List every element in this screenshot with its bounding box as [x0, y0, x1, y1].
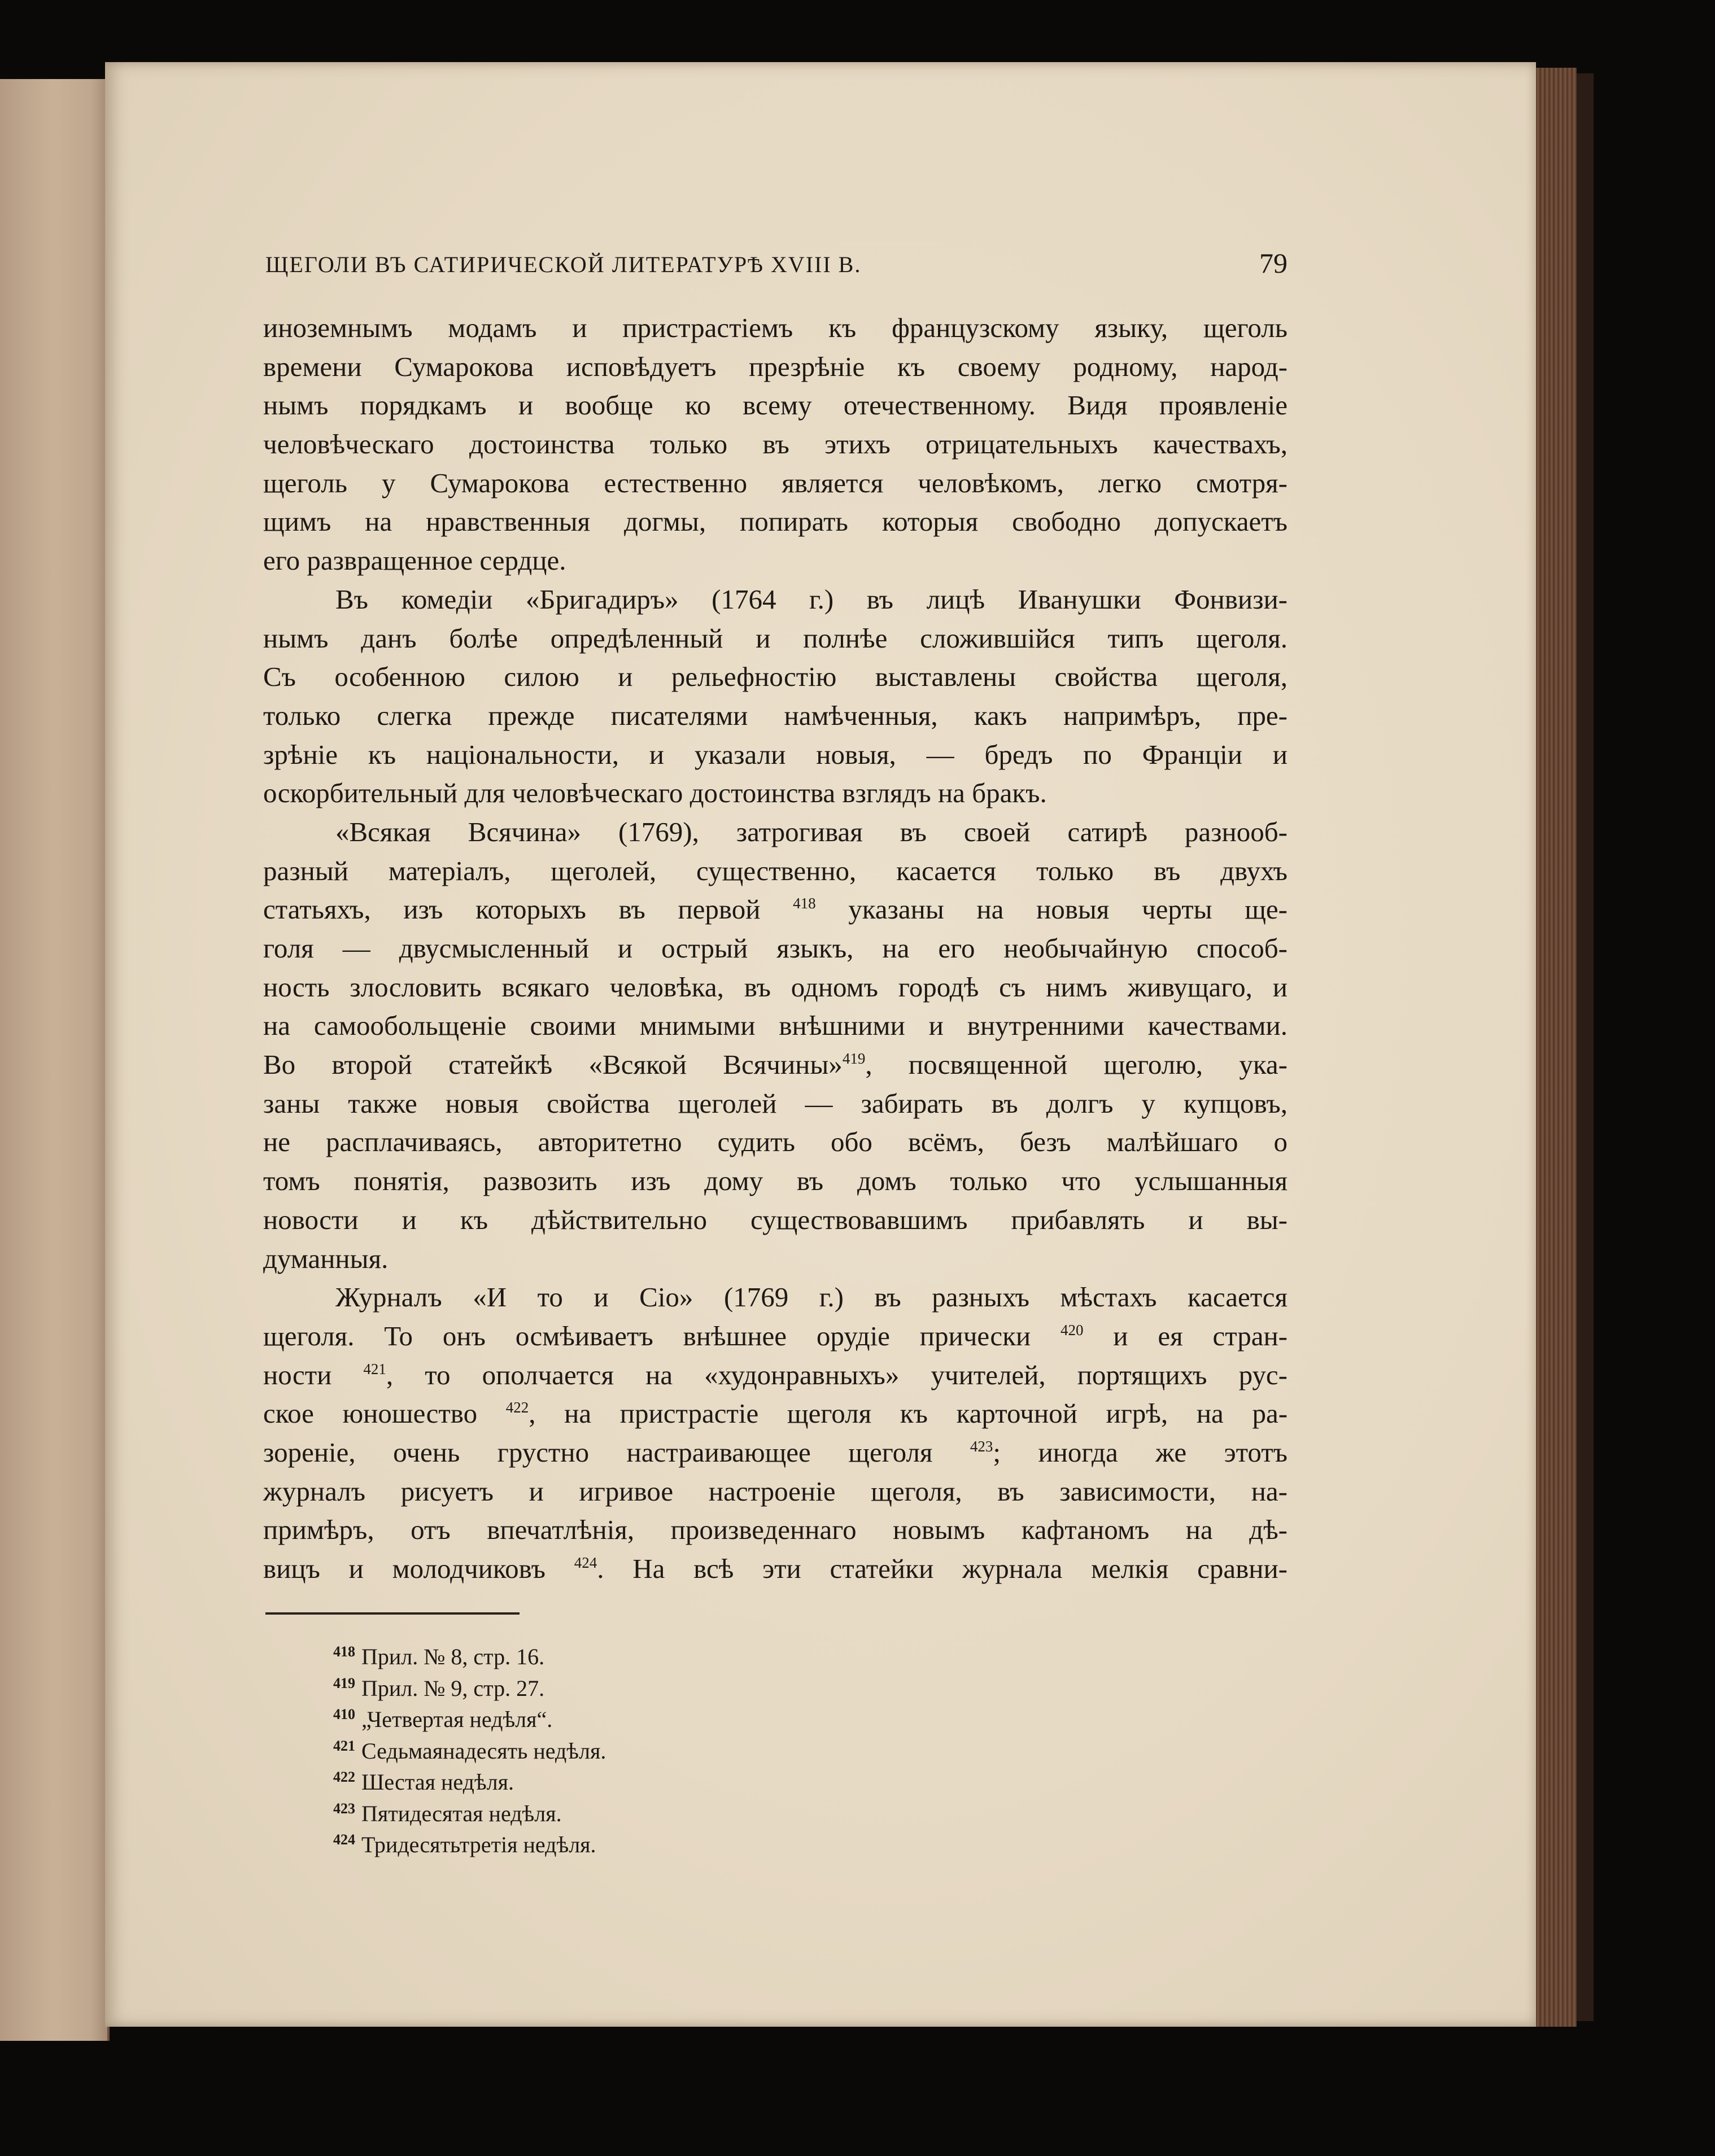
text-line: «Всякая Всячина» (1769), затрогивая въ своей сатирѣ разнооб- [335, 816, 1288, 847]
text-line: щимъ на нравственныя догмы, попирать которыя свободно допускаетъ [263, 506, 1288, 537]
footnote-text: Седьмаянадесять недѣля. [361, 1738, 606, 1764]
text-segment: , посвященной щеголю, ука- [865, 1049, 1288, 1081]
footnote-divider [265, 1612, 520, 1615]
facing-page-edge [0, 79, 110, 2041]
text-segment: . На всѣ эти статейки журнала мелкія сравни- [597, 1553, 1288, 1584]
footnotes [333, 1636, 606, 1856]
footnote [333, 1761, 606, 1793]
footnote-number: 410 [333, 1706, 355, 1722]
text-line [263, 1433, 1288, 1472]
footnote-ref: 421 [363, 1360, 386, 1377]
text-segment: , на пристрастіе щеголя къ карточной игрѣ, на ра- [529, 1398, 1288, 1429]
text-line: новости и къ дѣйствительно существовавшимъ прибавлять и вы- [263, 1204, 1288, 1235]
footnote-text: Пятидесятая недѣля. [361, 1800, 562, 1826]
footnote-number: 423 [333, 1800, 355, 1817]
text-line [263, 1317, 1288, 1356]
text-line: времени Сумарокова исповѣдуетъ презрѣніе къ своему родному, народ- [263, 351, 1288, 382]
text-line: только слегка прежде писателями намѣченныя, какъ напримѣръ, пре- [263, 699, 1288, 731]
text-segment: , то ополчается на «худонравныхъ» учителей, портящихъ рус- [386, 1359, 1288, 1390]
text-segment: зореніе, очень грустно настраивающее щеголя [263, 1436, 970, 1468]
book-cover-edge [1577, 73, 1594, 2021]
footnote [333, 1730, 606, 1762]
footnote-ref: 419 [842, 1050, 866, 1068]
page-block-edge [1536, 68, 1577, 2027]
text-line: иноземнымъ модамъ и пристрастіемъ къ французскому языку, щеголь [263, 312, 1288, 343]
footnote-text: Прил. № 8, стр. 16. [361, 1644, 545, 1669]
text-line: его развращенное сердце. [263, 545, 566, 576]
footnote-ref: 422 [505, 1399, 529, 1416]
text-line: зрѣніе къ національности, и указали новыя, — бредъ по Франціи и [263, 738, 1288, 770]
text-line [263, 890, 1288, 929]
footnote-text: Шестая недѣля. [361, 1769, 514, 1795]
footnote-text: Тридесятьтретія недѣля. [361, 1832, 596, 1857]
footnote-ref: 423 [970, 1437, 993, 1455]
footnote-number: 418 [333, 1643, 355, 1660]
text-line: томъ понятія, развозить изъ дому въ домъ только что услышанныя [263, 1165, 1288, 1197]
text-line [263, 1356, 1288, 1395]
text-line: голя — двусмысленный и острый языкъ, на его необычайную способ- [263, 933, 1288, 964]
text-line: человѣческаго достоинства только въ этихъ отрицательныхъ качествахъ, [263, 428, 1288, 460]
text-line [263, 1550, 1288, 1589]
text-line: Съ особенною силою и рельефностію выставлены свойства щеголя, [263, 661, 1288, 693]
text-line: нымъ данъ болѣе опредѣленный и полнѣе сложившійся типъ щеголя. [263, 622, 1288, 654]
page-number: 79 [1259, 247, 1288, 279]
text-segment: ское юношество [263, 1398, 506, 1429]
text-segment: щеголя. То онъ осмѣиваетъ внѣшнее орудіе прически [263, 1320, 1061, 1352]
footnote [333, 1636, 606, 1668]
text-line [263, 1046, 1288, 1084]
main-text [263, 309, 1288, 1589]
text-line: разный матеріалъ, щеголей, существенно, касается только въ двухъ [263, 855, 1288, 886]
page-header [265, 247, 1288, 285]
footnote [333, 1824, 606, 1856]
text-segment: и ея стран- [1083, 1320, 1288, 1352]
text-line [263, 1394, 1288, 1433]
footnote-text: Прил. № 9, стр. 27. [361, 1675, 545, 1701]
footnote-ref: 418 [793, 895, 816, 912]
text-segment: статьяхъ, изъ которыхъ въ первой [263, 894, 793, 925]
footnote [333, 1793, 606, 1825]
text-line: журналъ рисуетъ и игривое настроеніе щеголя, въ зависимости, на- [263, 1475, 1288, 1507]
text-line: Въ комедіи «Бригадиръ» (1764 г.) въ лицѣ Иванушки Фонвизи- [335, 583, 1288, 615]
running-head: ЩЕГОЛИ ВЪ САТИРИЧЕСКОЙ ЛИТЕРАТУРѢ XVIII В. [265, 252, 862, 277]
text-line: думанныя. [263, 1243, 389, 1274]
text-line: щеголь у Сумарокова естественно является человѣкомъ, легко смотря- [263, 467, 1288, 498]
text-segment: ; иногда же этотъ [993, 1436, 1288, 1468]
footnote-text: „Четвертая недѣля“. [361, 1707, 553, 1732]
footnote-ref: 424 [574, 1554, 597, 1571]
text-line: ность злословить всякаго человѣка, въ одномъ городѣ съ нимъ живущаго, и [263, 971, 1288, 1003]
footnote-number: 422 [333, 1769, 355, 1785]
footnote-number: 421 [333, 1737, 355, 1754]
text-segment: указаны на новыя черты ще- [815, 894, 1288, 925]
text-line: примѣръ, отъ впечатлѣнія, произведеннаго новымъ кафтаномъ на дѣ- [263, 1514, 1288, 1546]
text-segment: Во второй статейкѣ «Всякой Всячины» [263, 1049, 843, 1081]
text-segment: ности [263, 1359, 364, 1390]
text-line: оскорбительный для человѣческаго достоинства взглядъ на бракъ. [263, 777, 1047, 809]
text-line: на самообольщеніе своими мнимыми внѣшними и внутренними качествами. [263, 1010, 1288, 1042]
text-line: не расплачиваясь, авторитетно судить обо всёмъ, безъ малѣйшаго о [263, 1126, 1288, 1158]
footnote [333, 1668, 606, 1699]
footnote-ref: 420 [1060, 1321, 1084, 1339]
footnote-number: 419 [333, 1674, 355, 1691]
footnote-number: 424 [333, 1831, 355, 1848]
footnote [333, 1699, 606, 1730]
text-line: Журналъ «И то и Сіо» (1769 г.) въ разныхъ мѣстахъ касается [335, 1282, 1288, 1313]
text-line: нымъ порядкамъ и вообще ко всему отечественному. Видя проявленіе [263, 390, 1288, 421]
text-segment: вицъ и молодчиковъ [263, 1553, 574, 1584]
text-line: заны также новыя свойства щеголей — забирать въ долгъ у купцовъ, [263, 1087, 1288, 1119]
